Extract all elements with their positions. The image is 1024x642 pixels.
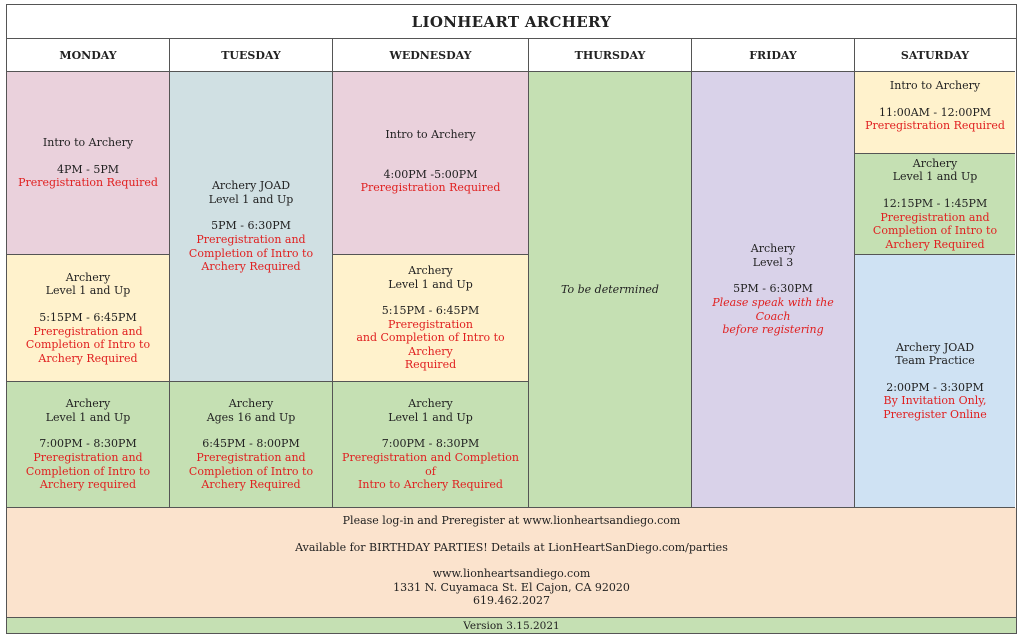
tuesday-adult-class xyxy=(170,382,333,508)
class-note: before registering xyxy=(722,323,824,337)
class-name: Intro to Archery xyxy=(889,79,981,92)
birthday-notice: Available for BIRTHDAY PARTIES! Details at LionHeartSanDiego.com/parties xyxy=(295,540,728,554)
class-time: 7:00PM - 8:30PM xyxy=(39,437,137,451)
footer-website: www.lionheartsandiego.com xyxy=(432,567,591,580)
class-level: Level 1 and Up xyxy=(892,170,978,184)
class-note: Preregistration and xyxy=(33,324,143,338)
day-header-wednesday: WEDNESDAY xyxy=(333,39,529,72)
class-note: Preregistration and xyxy=(880,210,990,224)
class-level: Ages 16 and Up xyxy=(206,410,296,424)
schedule-sheet xyxy=(6,4,1017,634)
class-level: Level 3 xyxy=(752,255,794,269)
class-note: Completion of Intro to xyxy=(188,246,314,260)
wednesday-level1-class xyxy=(333,255,529,382)
version-label: Version 3.15.2021 xyxy=(7,618,1016,633)
monday-level1-class xyxy=(7,255,170,382)
class-note: and Completion of Intro to Archery xyxy=(356,331,505,358)
class-time: 5PM - 6:30PM xyxy=(211,219,291,233)
class-note: Preregister Online xyxy=(883,407,987,421)
class-time: 2:00PM - 3:30PM xyxy=(886,380,984,394)
thursday-column xyxy=(529,72,692,508)
class-note: Completion of Intro to xyxy=(188,464,314,478)
class-note: Preregistration and xyxy=(196,233,306,246)
class-note: Completion of Intro to xyxy=(25,464,151,478)
class-name: Intro to Archery xyxy=(385,128,476,141)
day-header-thursday: THURSDAY xyxy=(529,39,692,72)
class-note: Preregistration and xyxy=(196,451,306,464)
class-note: Preregistration and Completion of xyxy=(342,451,519,478)
class-note: By Invitation Only, xyxy=(883,394,987,408)
class-name: Intro to Archery xyxy=(42,136,134,150)
class-note: Preregistration xyxy=(387,317,474,331)
class-note: Completion of Intro to xyxy=(25,338,151,352)
footer-address: 1331 N. Cuyamaca St. El Cajon, CA 92020 xyxy=(393,580,630,594)
class-name: Archery xyxy=(912,156,958,170)
monday-intro-class xyxy=(7,72,170,255)
class-level: Level 1 and Up xyxy=(388,410,473,424)
saturday-joad-practice xyxy=(855,255,1015,508)
schedule-title: LIONHEART ARCHERY xyxy=(7,5,1016,39)
class-note: Preregistration Required xyxy=(18,176,158,190)
class-time: 5PM - 6:30PM xyxy=(733,282,813,296)
class-note: Intro to Archery Required xyxy=(358,478,503,492)
class-note: Completion of Intro to xyxy=(872,224,998,238)
class-level: Level 1 and Up xyxy=(45,410,131,424)
class-name: Archery xyxy=(750,242,796,256)
class-note: Archery Required xyxy=(38,351,138,365)
class-name: Archery JOAD xyxy=(211,179,291,193)
friday-level3-class xyxy=(692,72,855,508)
class-time: 7:00PM - 8:30PM xyxy=(381,437,480,451)
footer-info xyxy=(7,508,1016,618)
class-note: Archery required xyxy=(39,478,137,492)
class-note: Preregistration Required xyxy=(865,119,1005,133)
class-name: Archery xyxy=(65,270,111,284)
footer-phone: 619.462.2027 xyxy=(473,594,550,607)
class-name: Archery xyxy=(228,397,274,411)
class-name: Archery xyxy=(408,397,453,411)
class-time: 6:45PM - 8:00PM xyxy=(202,437,300,451)
class-note: Please speak with the Coach xyxy=(712,296,834,323)
class-note: Archery Required xyxy=(201,478,301,492)
day-header-monday: MONDAY xyxy=(7,39,170,72)
class-level: Level 1 and Up xyxy=(208,192,294,206)
day-header-saturday: SATURDAY xyxy=(855,39,1015,72)
wednesday-evening-class xyxy=(333,382,529,508)
tuesday-joad-class xyxy=(170,72,333,382)
class-time: 11:00AM - 12:00PM xyxy=(879,105,991,119)
thursday-tbd: To be determined xyxy=(561,282,659,296)
saturday-level1-class xyxy=(855,154,1015,255)
class-time: 4:00PM -5:00PM xyxy=(383,167,478,181)
class-time: 5:15PM - 6:45PM xyxy=(39,310,137,324)
saturday-intro-class xyxy=(855,72,1015,154)
monday-evening-class xyxy=(7,382,170,508)
class-note: Preregistration and xyxy=(33,451,143,464)
class-level: Level 1 and Up xyxy=(45,284,131,298)
class-name: Archery JOAD xyxy=(895,340,975,354)
class-level: Team Practice xyxy=(895,354,975,368)
day-header-friday: FRIDAY xyxy=(692,39,855,72)
class-level: Level 1 and Up xyxy=(388,277,473,291)
wednesday-intro-class xyxy=(333,72,529,255)
day-header-tuesday: TUESDAY xyxy=(170,39,333,72)
class-note: Archery Required xyxy=(201,260,301,274)
class-note: Required xyxy=(404,358,457,372)
class-note: Preregistration Required xyxy=(360,181,501,195)
class-time: 4PM - 5PM xyxy=(56,162,120,176)
class-name: Archery xyxy=(65,397,111,411)
class-name: Archery xyxy=(408,263,453,277)
class-time: 12:15PM - 1:45PM xyxy=(882,196,988,210)
preregister-notice: Please log-in and Preregister at www.lionheartsandiego.com xyxy=(342,514,681,527)
class-note: Archery Required xyxy=(885,237,985,251)
class-time: 5:15PM - 6:45PM xyxy=(381,304,480,318)
